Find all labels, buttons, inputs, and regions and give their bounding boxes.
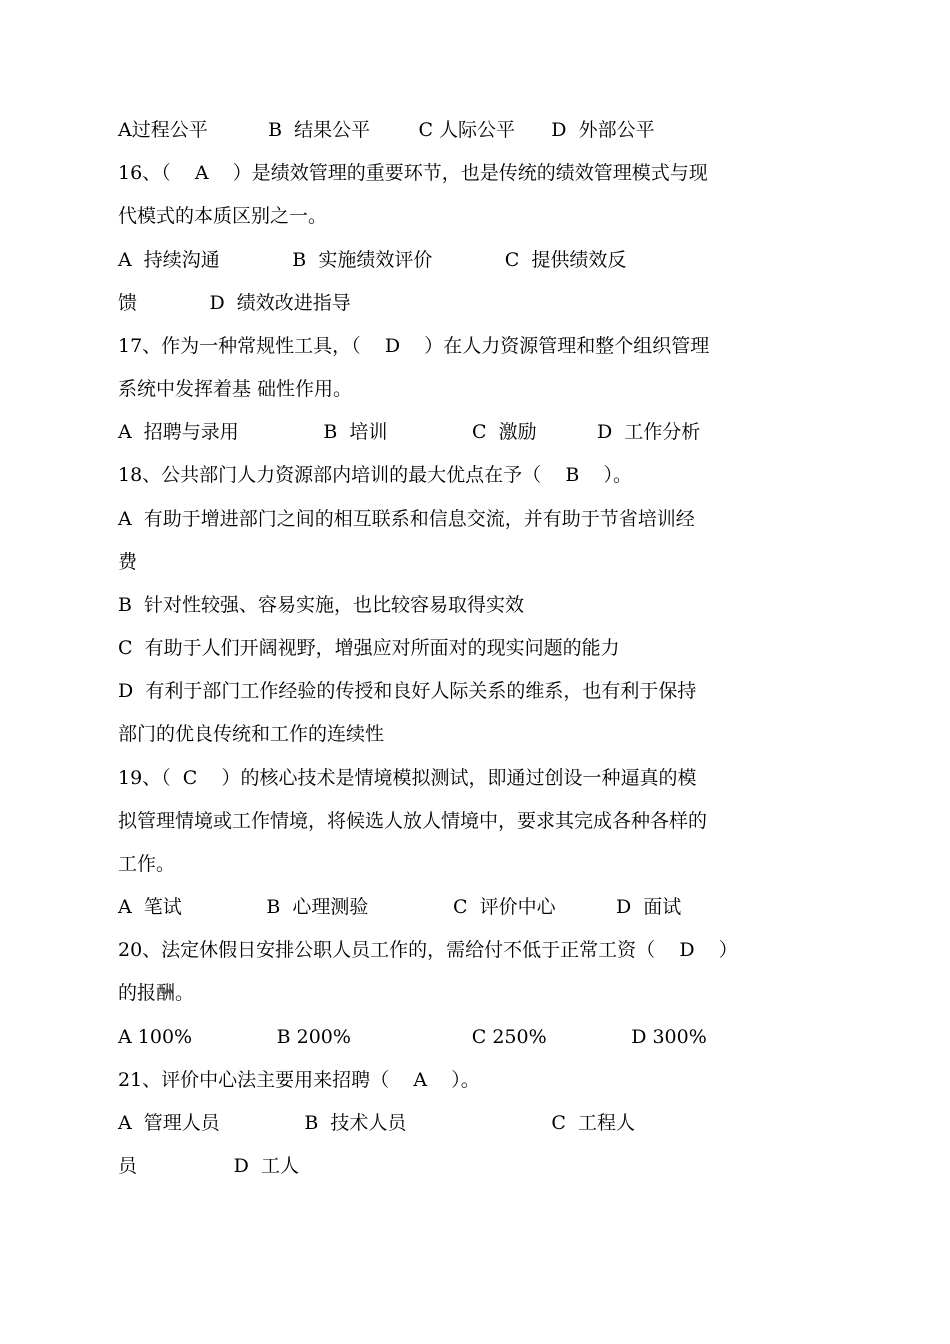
question-18-option-a-line-1: A 有助于增进部门之间的相互联系和信息交流，并有助于节省培训经 — [118, 508, 695, 530]
question-18-option-c: C 有助于人们开阔视野，增强应对所面对的现实问题的能力 — [118, 637, 620, 659]
question-19-line-1: 19、（ C ）的核心技术是情境模拟测试，即通过创设一种逼真的模 — [118, 767, 697, 789]
question-19-line-2: 拟管理情境或工作情境，将候选人放人情境中，要求其完成各种各样的 — [118, 810, 708, 832]
question-18-option-d-line-1: D 有利于部门工作经验的传授和良好人际关系的维系，也有利于保持 — [118, 680, 697, 702]
question-16-line-2: 代模式的本质区别之一。 — [118, 205, 328, 227]
question-19-line-3: 工作。 — [118, 853, 176, 875]
question-18-option-d-line-2: 部门的优良传统和工作的连续性 — [118, 723, 385, 745]
question-16-line-1: 16、（ A ）是绩效管理的重要环节，也是传统的绩效管理模式与现 — [118, 162, 708, 184]
question-20-line-1: 20、法定休假日安排公职人员工作的，需给付不低于正常工资（ D ） — [118, 939, 738, 961]
question-21-stem: 21、评价中心法主要用来招聘（ A ）。 — [118, 1069, 480, 1091]
question-20-line-2: 的报酬。 — [118, 982, 195, 1004]
question-16-options-line-1: A 持续沟通 B 实施绩效评价 C 提供绩效反 — [118, 249, 627, 271]
question-16-options-line-2: 馈 D 绩效改进指导 — [118, 292, 351, 314]
question-19-options: A 笔试 B 心理测验 C 评价中心 D 面试 — [118, 896, 682, 918]
option-line-q15: A过程公平 B 结果公平 C 人际公平 D 外部公平 — [118, 119, 655, 141]
question-17-line-2: 系统中发挥着基 础性作用。 — [118, 378, 353, 400]
question-18-option-a-line-2: 费 — [118, 551, 138, 573]
question-17-line-1: 17、作为一种常规性工具，（ D ）在人力资源管理和整个组织管理 — [118, 335, 710, 357]
question-20-options: A 100% B 200% C 250% D 300% — [118, 1026, 707, 1048]
question-18-option-b: B 针对性较强、容易实施，也比较容易取得实效 — [118, 594, 525, 616]
question-18-stem: 18、公共部门人力资源部内培训的最大优点在予（ B ）。 — [118, 464, 632, 486]
question-21-options-line-1: A 管理人员 B 技术人员 C 工程人 — [118, 1112, 635, 1134]
question-17-options: A 招聘与录用 B 培训 C 激励 D 工作分析 — [118, 421, 701, 443]
question-21-options-line-2: 员 D 工人 — [118, 1155, 299, 1177]
